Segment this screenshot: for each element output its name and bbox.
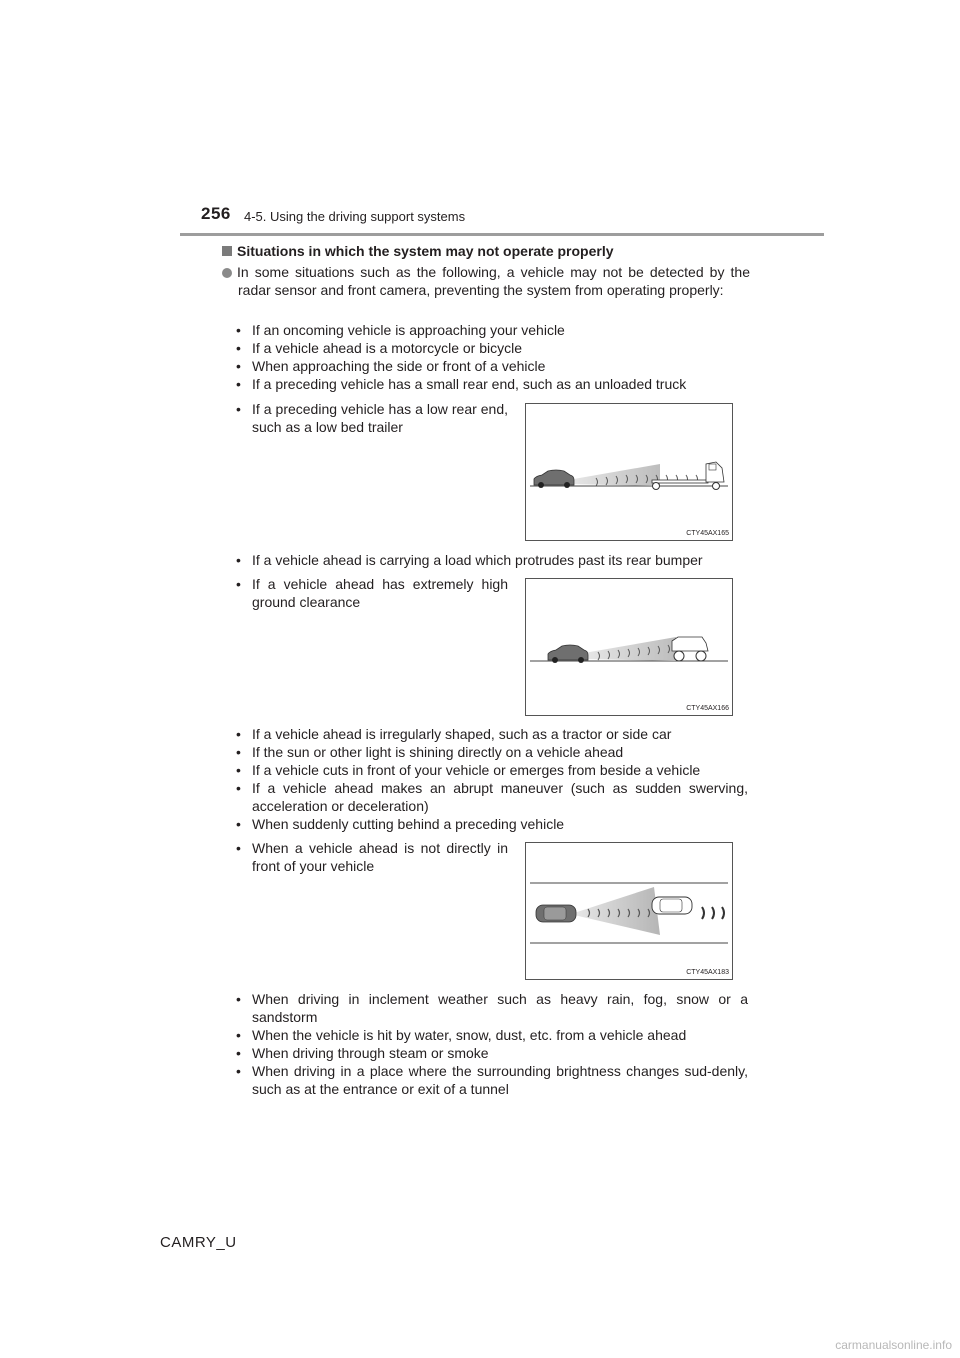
figure-1-caption (236, 400, 508, 436)
illustration-low-bed-trailer (525, 403, 733, 541)
situation-list-3 (236, 725, 748, 833)
list-item: • When driving in a place where the surrounding brightness changes sud-denly, such as at the entrance or exit of a tunnel (236, 1062, 748, 1098)
list-item: • If a vehicle ahead is irregularly shaped, such as a tractor or side car (236, 725, 748, 743)
offset-vehicle-diagram (526, 843, 732, 979)
situation-list-2 (236, 551, 748, 569)
list-item: • If a vehicle ahead makes an abrupt maneuver (such as sudden swerving, acceleration or deceleration) (236, 779, 748, 815)
list-item: • If a vehicle ahead is carrying a load which protrudes past its rear bumper (236, 551, 748, 569)
section-title: 4-5. Using the driving support systems (244, 209, 466, 224)
figure-2-caption (236, 575, 508, 611)
footer-model-code: CAMRY_U (160, 1234, 237, 1251)
list-item: • If a vehicle ahead has extremely high ground clearance (236, 575, 508, 611)
illustration-high-clearance (525, 578, 733, 716)
car-icon (534, 470, 574, 488)
heading-text: Situations in which the system may not operate properly (237, 243, 614, 259)
list-item: • When the vehicle is hit by water, snow, dust, etc. from a vehicle ahead (236, 1026, 748, 1044)
list-item: • When approaching the side or front of a vehicle (236, 357, 748, 375)
figure-code: CTY45AX166 (686, 705, 729, 712)
list-item: • If an oncoming vehicle is approaching your vehicle (236, 321, 748, 339)
situation-list-1 (236, 321, 748, 393)
list-item: • When driving through steam or smoke (236, 1044, 748, 1062)
header-rule (180, 233, 824, 236)
list-item: • If the sun or other light is shining directly on a vehicle ahead (236, 743, 748, 761)
figure-code: CTY45AX183 (686, 969, 729, 976)
truck-icon (652, 462, 724, 490)
situation-list-4 (236, 990, 748, 1098)
list-item: • If a preceding vehicle has a small rear end, such as an unloaded truck (236, 375, 748, 393)
car-icon (548, 645, 588, 663)
car-top-view-icon (536, 905, 576, 922)
radar-beam (584, 637, 676, 661)
section-heading (222, 243, 614, 259)
list-item: • When suddenly cutting behind a preceding vehicle (236, 815, 748, 833)
list-item: • When driving in inclement weather such as heavy rain, fog, snow or a sandstorm (236, 990, 748, 1026)
list-item: • If a vehicle ahead is a motorcycle or bicycle (236, 339, 748, 357)
intro-paragraph (222, 263, 750, 299)
watermark: carmanualsonline.info (835, 1338, 952, 1352)
square-bullet-icon (222, 246, 232, 256)
low-bed-trailer-diagram (526, 404, 732, 540)
list-item: • If a preceding vehicle has a low rear end, such as a low bed trailer (236, 400, 508, 436)
list-item: • When a vehicle ahead is not directly in front of your vehicle (236, 839, 508, 875)
radar-beam (574, 887, 660, 935)
high-clearance-diagram (526, 579, 732, 715)
circle-bullet-icon (222, 268, 232, 278)
page-number: 256 (201, 204, 231, 223)
list-item: • If a vehicle cuts in front of your vehicle or emerges from beside a vehicle (236, 761, 748, 779)
illustration-offset-vehicle (525, 842, 733, 980)
intro-text: In some situations such as the following, a vehicle may not be detected by the radar sensor and front camera, preventing the system from operating properly: (237, 264, 750, 298)
suv-icon (672, 637, 708, 661)
figure-code: CTY45AX165 (686, 530, 729, 537)
vehicle-ahead-top-view-icon (652, 897, 692, 914)
figure-3-caption (236, 839, 508, 875)
